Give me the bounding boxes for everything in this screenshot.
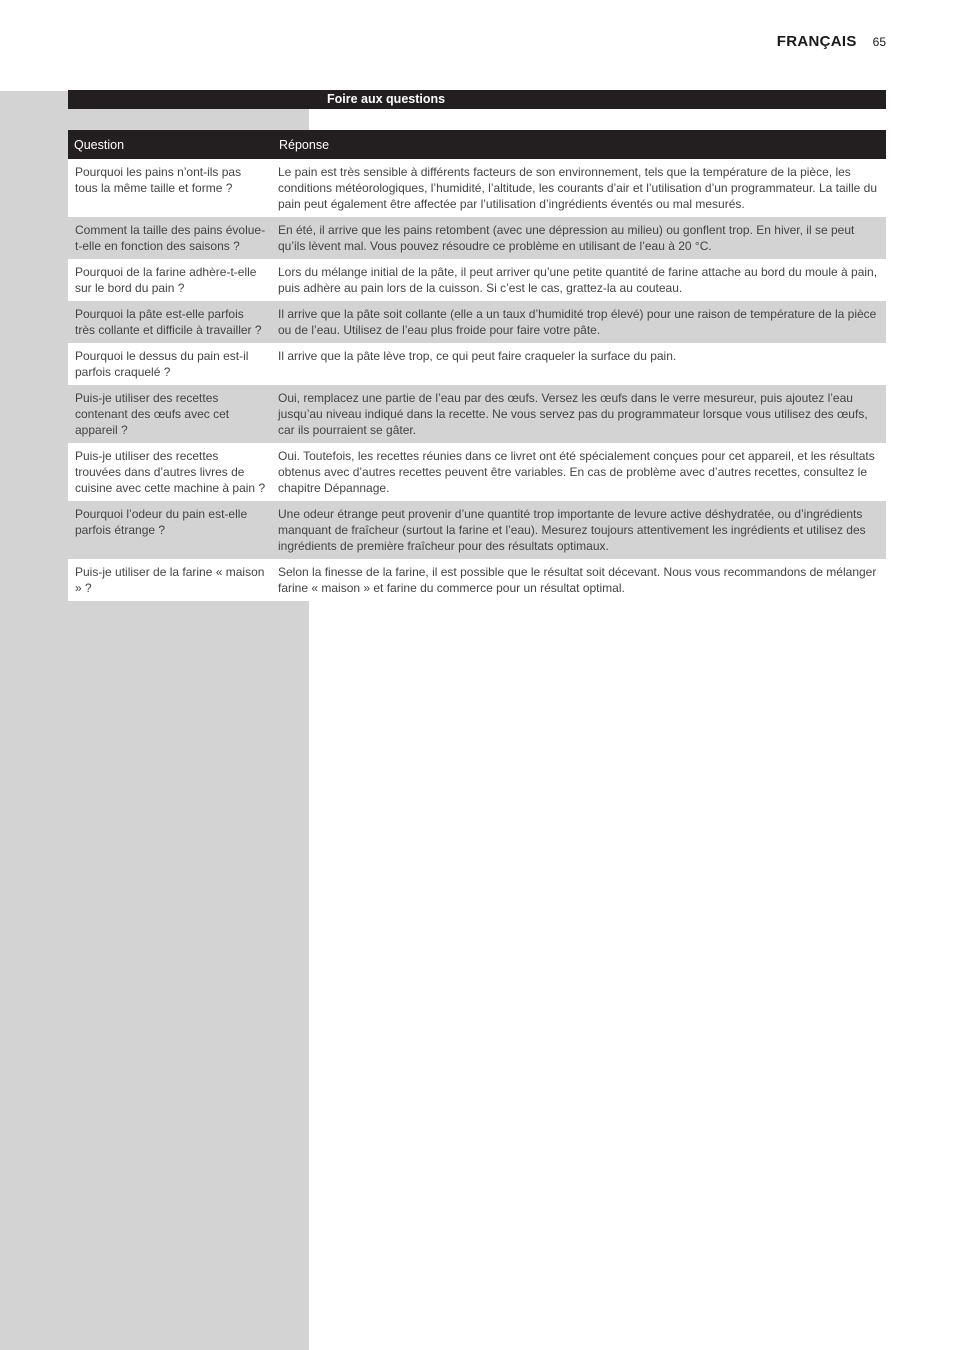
- table-row: [68, 559, 886, 601]
- answer-cell: En été, il arrive que les pains retombent (avec une dépression au milieu) ou gonflent trop. En hiver, il se peut qu’ils lèvent mal. Vous pouvez résoudre ce problème en utilisant de l’eau à 20 °C.: [273, 217, 886, 259]
- question-cell: Comment la taille des pains évolue-t-elle en fonction des saisons ?: [68, 217, 273, 259]
- question-cell: Puis-je utiliser de la farine « maison » ?: [68, 559, 273, 601]
- question-cell: Puis-je utiliser des recettes trouvées dans d’autres livres de cuisine avec cette machine à pain ?: [68, 443, 273, 501]
- answer-cell: Il arrive que la pâte lève trop, ce qui peut faire craqueler la surface du pain.: [273, 343, 886, 385]
- question-cell: Pourquoi le dessus du pain est-il parfois craquelé ?: [68, 343, 273, 385]
- table-row: [68, 159, 886, 217]
- question-cell: Pourquoi les pains n’ont-ils pas tous la même taille et forme ?: [68, 159, 273, 217]
- table-row: [68, 259, 886, 301]
- table-row: [68, 217, 886, 259]
- table-row: [68, 301, 886, 343]
- table-row: [68, 385, 886, 443]
- answer-cell: Il arrive que la pâte soit collante (elle a un taux d’humidité trop élevé) pour une raison de température de la pièce ou de l’eau. Utilisez de l’eau plus froide pour faire votre pâte.: [273, 301, 886, 343]
- page-header: [777, 33, 886, 50]
- question-cell: Puis-je utiliser des recettes contenant des œufs avec cet appareil ?: [68, 385, 273, 443]
- faq-table: [68, 130, 886, 601]
- answer-cell: Lors du mélange initial de la pâte, il peut arriver qu’une petite quantité de farine attache au bord du moule à pain, puis adhère au pain lors de la cuisson. Si c’est le cas, grattez-la au couteau.: [273, 259, 886, 301]
- column-header-answer: Réponse: [273, 130, 886, 159]
- answer-cell: Selon la finesse de la farine, il est possible que le résultat soit décevant. Nous vous recommandons de mélanger farine « maison » et farine du commerce pour un résultat optimal.: [273, 559, 886, 601]
- table-row: [68, 343, 886, 385]
- answer-cell: Oui. Toutefois, les recettes réunies dans ce livret ont été spécialement conçues pour cet appareil, et les résultats obtenus avec d’autres recettes peuvent être variables. En cas de problème avec d’autres recettes, consultez le chapitre Dépannage.: [273, 443, 886, 501]
- language-label: FRANÇAIS: [776, 33, 857, 50]
- answer-cell: Le pain est très sensible à différents facteurs de son environnement, tels que la température de la pièce, les conditions météorologiques, l’humidité, l’altitude, les courants d’air et l’utilisation d’un programmateur. La taille du pain peut également être affectée par l’utilisation d’ingrédients éventés ou mal mesurés.: [273, 159, 886, 217]
- table-row: [68, 443, 886, 501]
- answer-cell: Oui, remplacez une partie de l’eau par des œufs. Versez les œufs dans le verre mesureur, puis ajoutez l’eau jusqu’au niveau indiqué dans la recette. Ne vous servez pas du programmateur lorsque vous utilisez des œufs, car ils pourraient se gâter.: [273, 385, 886, 443]
- table-header-row: [68, 130, 886, 159]
- table-row: [68, 501, 886, 559]
- question-cell: Pourquoi la pâte est-elle parfois très collante et difficile à travailler ?: [68, 301, 273, 343]
- page-number: 65: [872, 35, 886, 49]
- question-cell: Pourquoi de la farine adhère-t-elle sur le bord du pain ?: [68, 259, 273, 301]
- section-title: Foire aux questions: [68, 90, 886, 109]
- column-header-question: Question: [68, 130, 273, 159]
- answer-cell: Une odeur étrange peut provenir d’une quantité trop importante de levure active déshydratée, ou d’ingrédients manquant de fraîcheur (surtout la farine et l’eau). Mesurez toujours attentivement les ingrédients et utilisez des ingrédients de première fraîcheur pour des résultats optimaux.: [273, 501, 886, 559]
- question-cell: Pourquoi l’odeur du pain est-elle parfois étrange ?: [68, 501, 273, 559]
